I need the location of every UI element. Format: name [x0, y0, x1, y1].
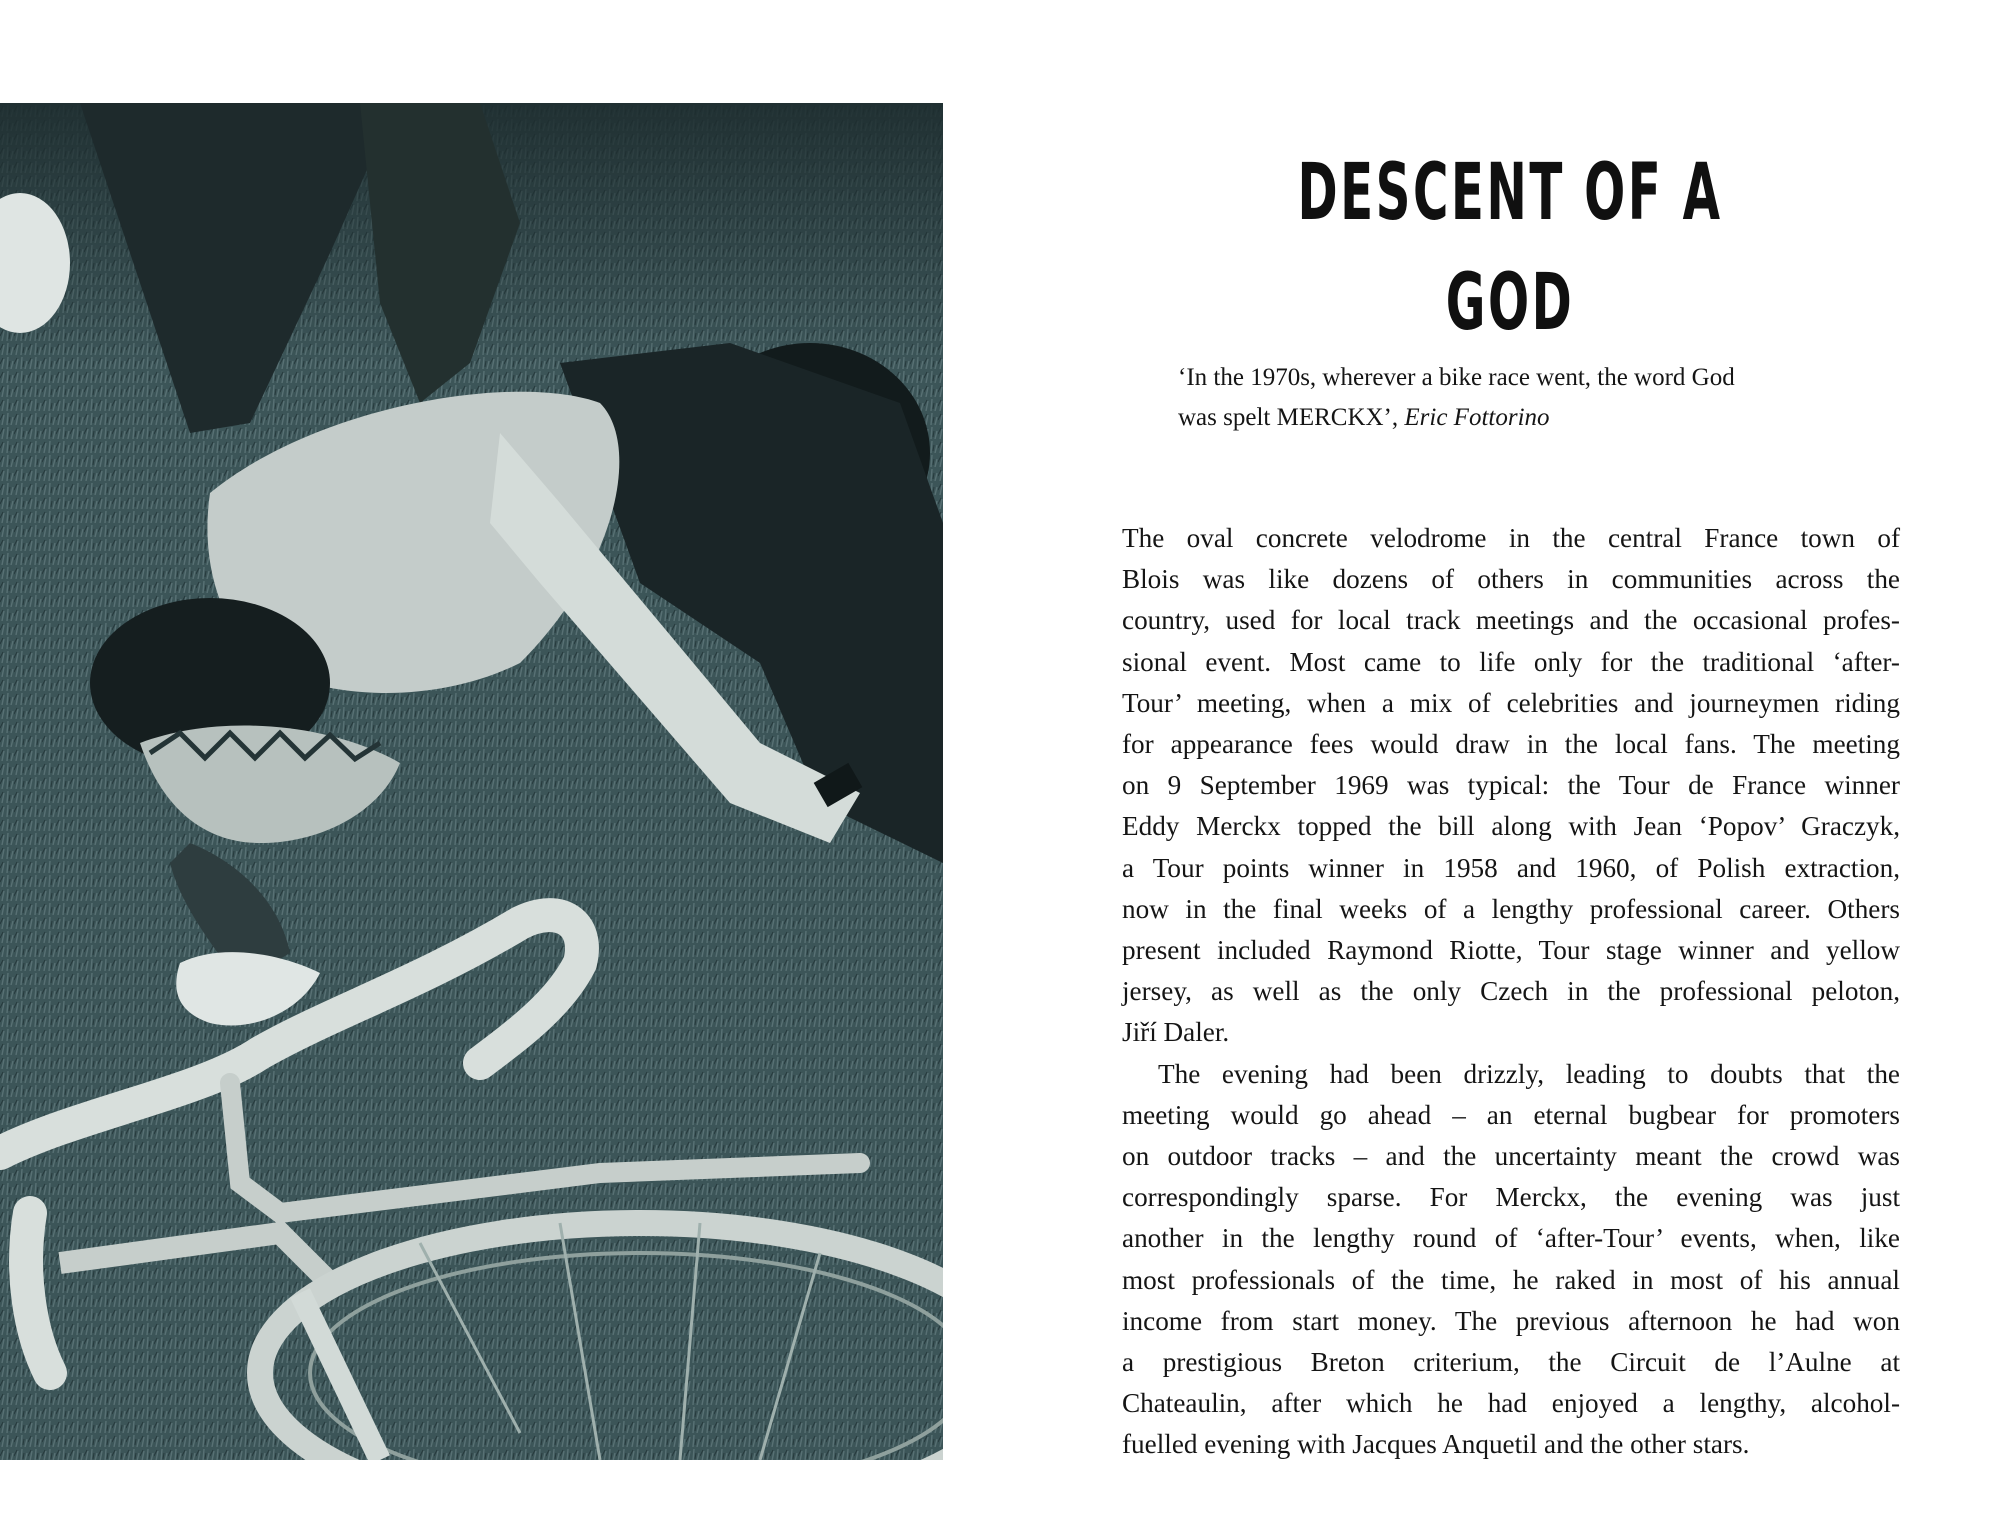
text-line: fuelled evening with Jacques Anquetil and the other stars.	[1122, 1429, 1750, 1460]
epigraph-author: Eric Fottorino	[1404, 404, 1550, 431]
chapter-title: DESCENT OF A GOD	[1297, 148, 1723, 348]
text-line: correspondingly sparse. For Merckx, the evening was just	[1122, 1182, 1900, 1213]
text-line: now in the final weeks of a lengthy professional career. Others	[1122, 893, 1900, 924]
text-line: a Tour points winner in 1958 and 1960, of Polish extraction,	[1122, 852, 1900, 883]
text-line: on outdoor tracks – and the uncertainty meant the crowd was	[1122, 1141, 1900, 1172]
text-line: sional event. Most came to life only for the traditional ‘after-	[1122, 646, 1900, 677]
text-line: jersey, as well as the only Czech in the professional peloton,	[1122, 976, 1900, 1007]
text-line: The oval concrete velodrome in the central France town of	[1122, 523, 1900, 553]
text-line: Chateaulin, after which he had enjoyed a lengthy, alcohol-	[1122, 1388, 1900, 1419]
epigraph-line: ‘In the 1970s, wherever a bike race went, the word God	[1178, 364, 1735, 391]
paragraph	[1122, 518, 1900, 1054]
text-line: country, used for local track meetings and the occasional profes-	[1122, 605, 1900, 636]
text-line: for appearance fees would draw in the local fans. The meeting	[1122, 729, 1900, 760]
text-line: Jiří Daler.	[1122, 1017, 1230, 1048]
photo-illustration	[0, 103, 943, 1460]
epigraph-line: was spelt MERCKX’,	[1178, 404, 1405, 431]
epigraph-quote	[1178, 358, 1838, 438]
text-line: Blois was like dozens of others in communities across the	[1122, 564, 1900, 595]
cyclist-crash-photo	[0, 103, 943, 1460]
text-line: on 9 September 1969 was typical: the Tour de France winner	[1122, 770, 1900, 801]
text-line: Tour’ meeting, when a mix of celebrities and journeymen riding	[1122, 687, 1900, 718]
text-line: income from start money. The previous afternoon he had won	[1122, 1305, 1900, 1336]
chapter-body-text	[1122, 518, 1900, 1466]
text-line: most professionals of the time, he raked in most of his annual	[1122, 1264, 1900, 1295]
text-line: meeting would go ahead – an eternal bugbear for promoters	[1122, 1099, 1900, 1130]
text-line: present included Raymond Riotte, Tour stage winner and yellow	[1122, 935, 1900, 966]
text-line: a prestigious Breton criterium, the Circuit de l’Aulne at	[1122, 1347, 1900, 1378]
text-line: The evening had been drizzly, leading to doubts that the	[1158, 1058, 1900, 1089]
text-line: Eddy Merckx topped the bill along with Jean ‘Popov’ Graczyk,	[1122, 811, 1900, 842]
paragraph	[1122, 1054, 1900, 1466]
text-line: another in the lengthy round of ‘after-Tour’ events, when, like	[1122, 1223, 1900, 1254]
